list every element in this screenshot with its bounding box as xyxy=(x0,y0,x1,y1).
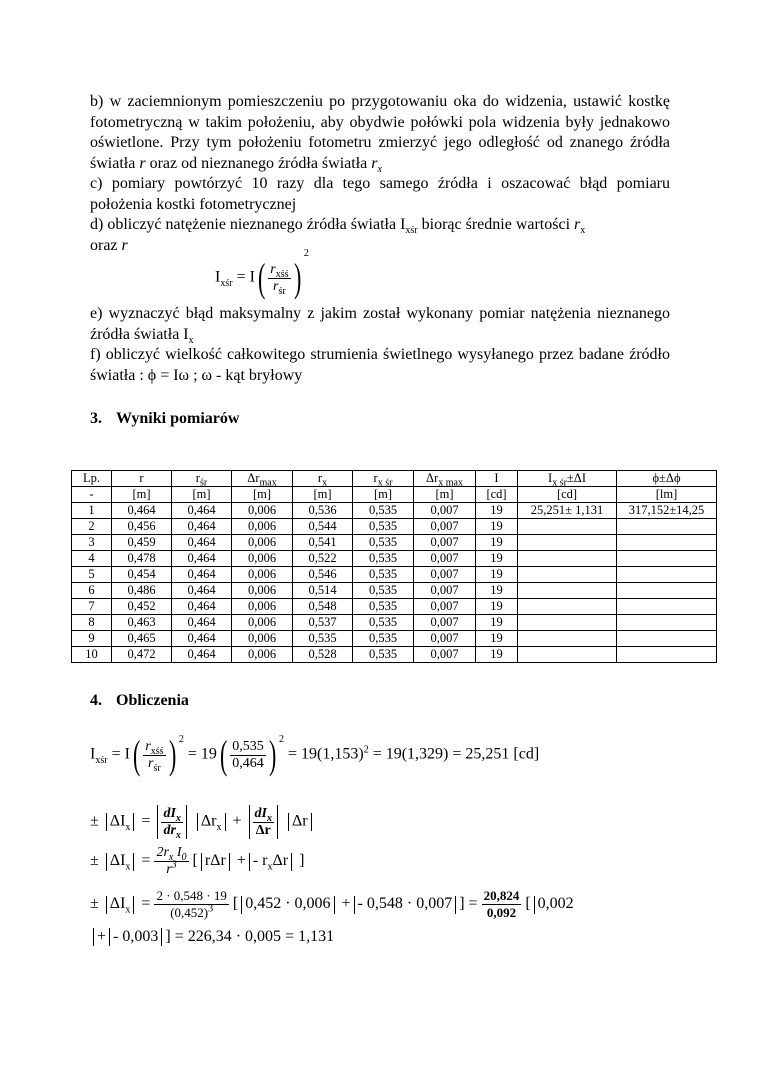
table-cell xyxy=(617,631,717,647)
table-cell: 0,546 xyxy=(293,567,353,583)
table-cell: 0,514 xyxy=(293,583,353,599)
table-cell: 0,486 xyxy=(112,583,172,599)
table-header-row xyxy=(72,471,717,487)
table-cell xyxy=(617,535,717,551)
table-cell: 0,464 xyxy=(172,519,232,535)
table-units-row xyxy=(72,487,717,503)
table-cell: 0,007 xyxy=(414,567,476,583)
table-cell: 0,464 xyxy=(172,551,232,567)
table-cell: 0,007 xyxy=(414,647,476,663)
table-cell: 0,007 xyxy=(414,519,476,535)
table-cell: 19 xyxy=(476,647,518,663)
table-row xyxy=(72,647,717,663)
table-cell: 0,464 xyxy=(172,567,232,583)
table-cell: 0,007 xyxy=(414,535,476,551)
table-cell: 0,528 xyxy=(293,647,353,663)
step-c: c) pomiary powtórzyć 10 razy dla tego samego źródła i oszacować błąd pomiaru położenia kostki fotometrycznej xyxy=(90,175,670,213)
table-cell: 0,535 xyxy=(353,599,414,615)
header-cell: $\Delta r_{x max}$ xyxy=(414,471,476,487)
formula-intensity: $I_{xśr} = I$( $\frac{r_{xśś}}{r_{śr}}$ )$^2$ xyxy=(215,248,309,300)
table-row xyxy=(72,631,717,647)
table-cell: 0,478 xyxy=(112,551,172,567)
table-cell: 0,006 xyxy=(232,599,293,615)
table-cell xyxy=(518,631,617,647)
table-cell: 0,007 xyxy=(414,599,476,615)
table-cell: 0,535 xyxy=(353,615,414,631)
table-cell: 0,535 xyxy=(353,583,414,599)
unit-cell: [m] xyxy=(293,487,353,503)
section-4-heading: 4. Obliczenia xyxy=(90,692,189,709)
table-cell: 0,535 xyxy=(353,551,414,567)
table-cell: 0,006 xyxy=(232,519,293,535)
table-cell: 317,152±14,25 xyxy=(617,503,717,519)
step-f: f) obliczyć wielkość całkowitego strumienia świetlnego wysyłanego przez badane źródło światła : ϕ = Iω ; ω - kąt bryłowy xyxy=(90,346,670,384)
table-row xyxy=(72,599,717,615)
table-cell: 0,536 xyxy=(293,503,353,519)
table-cell: 0,007 xyxy=(414,631,476,647)
table-cell: 0,464 xyxy=(172,503,232,519)
table-cell: 19 xyxy=(476,631,518,647)
calc-error-result: + - 0,003 ] = 226,34 · 0,005 = 1,131 xyxy=(90,928,334,946)
table-cell: 0,535 xyxy=(353,503,414,519)
table-cell: 3 xyxy=(72,535,112,551)
table-row xyxy=(72,535,717,551)
table-cell: 19 xyxy=(476,583,518,599)
unit-cell: [cd] xyxy=(476,487,518,503)
calc-error-numeric: ± $\Delta I_x$ = $\frac{2 \cdot 0,548 \cdot 19}{(0,452)^3}$ [ 0,452 · 0,006 + - 0,548 · 0,007 ] = $\frac{20,824}{0,092}$ [ 0,002 xyxy=(90,888,574,920)
table-cell: 0,007 xyxy=(414,583,476,599)
unit-cell: [lm] xyxy=(617,487,717,503)
table-cell: 25,251± 1,131 xyxy=(518,503,617,519)
section-3-heading: 3. Wyniki pomiarów xyxy=(90,410,240,427)
table-cell: 19 xyxy=(476,599,518,615)
table-cell: 4 xyxy=(72,551,112,567)
table-cell: 0,535 xyxy=(293,631,353,647)
table-cell xyxy=(617,567,717,583)
table-cell: 0,006 xyxy=(232,615,293,631)
header-cell: $r_{x śr}$ xyxy=(353,471,414,487)
table-cell: 0,006 xyxy=(232,631,293,647)
table-cell: 0,006 xyxy=(232,583,293,599)
table-cell: 19 xyxy=(476,615,518,631)
table-cell: 0,454 xyxy=(112,567,172,583)
table-cell: 0,006 xyxy=(232,535,293,551)
step-b: b) w zaciemnionym pomieszczeniu po przygotowaniu oka do widzenia, ustawić kostkę fotometryczną w takim położeniu, aby obydwie połówki pola widzenia były jednakowo oświetlone. Przy tym położeniu fotometru zmierzyć jego odległość od znanego źródła światła r oraz od nieznanego źródła światła $r_x$ xyxy=(90,93,670,175)
results-table xyxy=(71,470,717,663)
header-cell: r xyxy=(112,471,172,487)
table-cell: 0,535 xyxy=(353,535,414,551)
table-row xyxy=(72,567,717,583)
table-cell: 0,007 xyxy=(414,551,476,567)
table-cell: 0,541 xyxy=(293,535,353,551)
table-cell: 0,464 xyxy=(172,583,232,599)
table-cell: 19 xyxy=(476,567,518,583)
header-cell: I xyxy=(476,471,518,487)
header-cell: Lp. xyxy=(72,471,112,487)
table-cell: 0,006 xyxy=(232,647,293,663)
table-cell: 2 xyxy=(72,519,112,535)
table-cell: 0,535 xyxy=(353,631,414,647)
table-cell: 0,464 xyxy=(172,631,232,647)
table-cell xyxy=(518,615,617,631)
table-row xyxy=(72,583,717,599)
table-cell xyxy=(518,551,617,567)
table-cell: 0,472 xyxy=(112,647,172,663)
table-cell: 0,006 xyxy=(232,567,293,583)
table-cell: 8 xyxy=(72,615,112,631)
table-cell xyxy=(518,583,617,599)
table-cell: 1 xyxy=(72,503,112,519)
table-cell xyxy=(617,551,717,567)
table-cell: 0,006 xyxy=(232,503,293,519)
unit-cell: [m] xyxy=(353,487,414,503)
table-cell: 0,548 xyxy=(293,599,353,615)
table-cell: 0,452 xyxy=(112,599,172,615)
table-cell: 5 xyxy=(72,567,112,583)
table-cell: 0,537 xyxy=(293,615,353,631)
table-cell xyxy=(518,535,617,551)
table-cell: 0,535 xyxy=(353,519,414,535)
unit-cell: [m] xyxy=(232,487,293,503)
table-cell: 0,463 xyxy=(112,615,172,631)
unit-cell: [cd] xyxy=(518,487,617,503)
header-cell: $I_{x śr}\pm\Delta I$ xyxy=(518,471,617,487)
table-cell: 19 xyxy=(476,535,518,551)
table-cell xyxy=(518,519,617,535)
header-cell: $\Delta r_{max}$ xyxy=(232,471,293,487)
table-cell: 0,459 xyxy=(112,535,172,551)
table-cell xyxy=(617,519,717,535)
table-cell: 19 xyxy=(476,503,518,519)
procedure-steps xyxy=(90,92,670,256)
table-cell: 0,456 xyxy=(112,519,172,535)
table-cell: 0,464 xyxy=(172,647,232,663)
header-cell: $r_{śr}$ xyxy=(172,471,232,487)
table-cell: 0,535 xyxy=(353,647,414,663)
table-cell: 10 xyxy=(72,647,112,663)
unit-cell: [m] xyxy=(112,487,172,503)
table-cell: 19 xyxy=(476,519,518,535)
table-cell xyxy=(518,599,617,615)
header-cell: $r_x$ xyxy=(293,471,353,487)
table-cell xyxy=(518,647,617,663)
table-cell: 19 xyxy=(476,551,518,567)
table-row xyxy=(72,551,717,567)
table-cell: 9 xyxy=(72,631,112,647)
table-cell: 0,522 xyxy=(293,551,353,567)
table-cell: 6 xyxy=(72,583,112,599)
unit-cell: - xyxy=(72,487,112,503)
header-cell: ϕ±Δϕ xyxy=(617,471,717,487)
unit-cell: [m] xyxy=(414,487,476,503)
table-cell: 0,464 xyxy=(172,599,232,615)
calc-error-expanded: ± $\Delta I_x$ = $\frac{2r_x I_0}{r^3}$ [ rΔr + - $r_x\Delta r$ ] xyxy=(90,845,305,877)
step-d: d) obliczyć natężenie nieznanego źródła światła $I_{xśr}$ biorąc średnie wartości $r_x$ oraz r xyxy=(90,216,586,254)
calc-intensity: $I_{xśr} = I$( $\frac{r_{xśś}}{r_{śr}}$ ) $^2$ = 19( $\frac{0,535}{0,464}$ ) $^2 = 19(1,153)^2 = 19(1,329) = 25,251$ [cd] xyxy=(90,732,540,777)
table-cell xyxy=(617,583,717,599)
table-row xyxy=(72,503,717,519)
table-row xyxy=(72,519,717,535)
table-cell xyxy=(617,615,717,631)
table-cell xyxy=(617,599,717,615)
table-cell: 0,464 xyxy=(112,503,172,519)
table-cell xyxy=(518,567,617,583)
table-cell: 0,006 xyxy=(232,551,293,567)
table-cell: 7 xyxy=(72,599,112,615)
unit-cell: [m] xyxy=(172,487,232,503)
table-row xyxy=(72,615,717,631)
table-cell: 0,464 xyxy=(172,535,232,551)
procedure-steps-2 xyxy=(90,304,670,386)
table-cell: 0,535 xyxy=(353,567,414,583)
table-cell: 0,007 xyxy=(414,615,476,631)
table-cell: 0,007 xyxy=(414,503,476,519)
table-cell: 0,464 xyxy=(172,615,232,631)
table-cell xyxy=(617,647,717,663)
table-body xyxy=(72,503,717,663)
step-e: e) wyznaczyć błąd maksymalny z jakim został wykonany pomiar natężenia nieznanego źródła światła $I_x$ xyxy=(90,305,670,346)
table-cell: 0,465 xyxy=(112,631,172,647)
calc-error-derivative: ± $\Delta I_x$ = $\frac{dI_x}{dr_x}$ $\Delta r_x$ + $\frac{dI_x}{\Delta r}$ Δr xyxy=(90,805,315,839)
table-cell: 0,544 xyxy=(293,519,353,535)
